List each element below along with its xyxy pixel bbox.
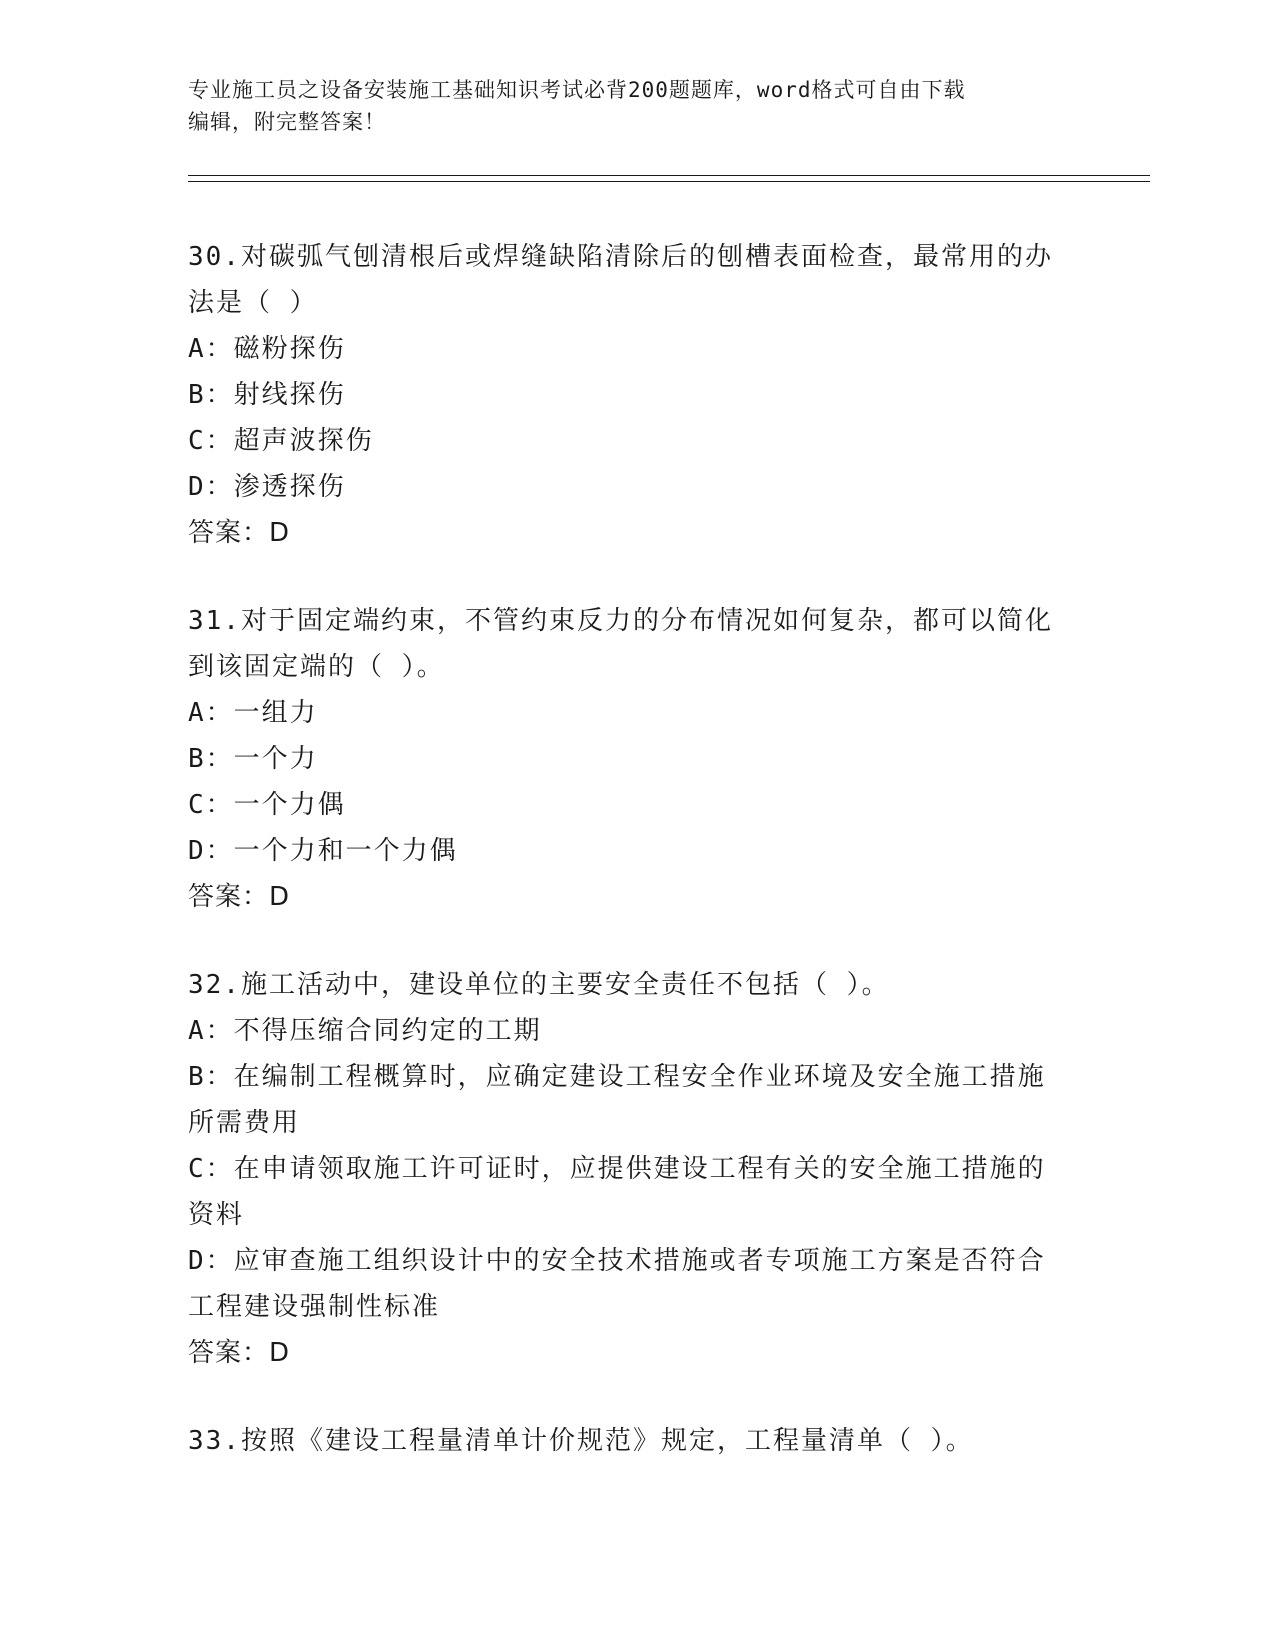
answer: 答案：D — [188, 518, 291, 548]
option-c: C：超声波探伤 — [188, 426, 374, 456]
option-a: A：一组力 — [188, 698, 318, 728]
option-d: D：渗透探伤 — [188, 472, 346, 502]
question-stem: 31.对于固定端约束，不管约束反力的分布情况如何复杂，都可以简化 — [188, 606, 1053, 636]
question-stem-continued: 到该固定端的（ ）。 — [188, 652, 445, 682]
option-d: D：应审查施工组织设计中的安全技术措施或者专项施工方案是否符合 — [188, 1246, 1046, 1276]
question-31 — [188, 598, 1068, 920]
question-stem: 32.施工活动中，建设单位的主要安全责任不包括（ ）。 — [188, 970, 890, 1000]
header-line-1: 专业施工员之设备安装施工基础知识考试必背200题题库，word格式可自由下载 — [188, 78, 966, 102]
document-header — [188, 74, 1068, 138]
header-divider-bottom — [188, 181, 1150, 182]
question-stem: 33.按照《建设工程量清单计价规范》规定，工程量清单（ ）。 — [188, 1426, 974, 1456]
question-stem-continued: 法是（ ） — [188, 288, 318, 318]
option-a: A：磁粉探伤 — [188, 334, 346, 364]
header-line-2: 编辑，附完整答案！ — [188, 110, 386, 134]
option-b-continued: 所需费用 — [188, 1108, 301, 1138]
option-b: B：射线探伤 — [188, 380, 346, 410]
answer: 答案：D — [188, 1338, 291, 1368]
option-d: D：一个力和一个力偶 — [188, 836, 458, 866]
option-d-continued: 工程建设强制性标准 — [188, 1292, 441, 1322]
option-a: A：不得压缩合同约定的工期 — [188, 1016, 542, 1046]
answer: 答案：D — [188, 882, 291, 912]
option-b: B：在编制工程概算时，应确定建设工程安全作业环境及安全施工措施 — [188, 1062, 1046, 1092]
question-33 — [188, 1418, 1068, 1464]
option-b: B：一个力 — [188, 744, 318, 774]
question-30 — [188, 234, 1068, 556]
header-divider-top — [188, 175, 1150, 176]
option-c: C：在申请领取施工许可证时，应提供建设工程有关的安全施工措施的 — [188, 1154, 1046, 1184]
question-stem: 30.对碳弧气刨清根后或焊缝缺陷清除后的刨槽表面检查，最常用的办 — [188, 242, 1053, 272]
question-32 — [188, 962, 1068, 1376]
option-c-continued: 资料 — [188, 1200, 245, 1230]
option-c: C：一个力偶 — [188, 790, 346, 820]
